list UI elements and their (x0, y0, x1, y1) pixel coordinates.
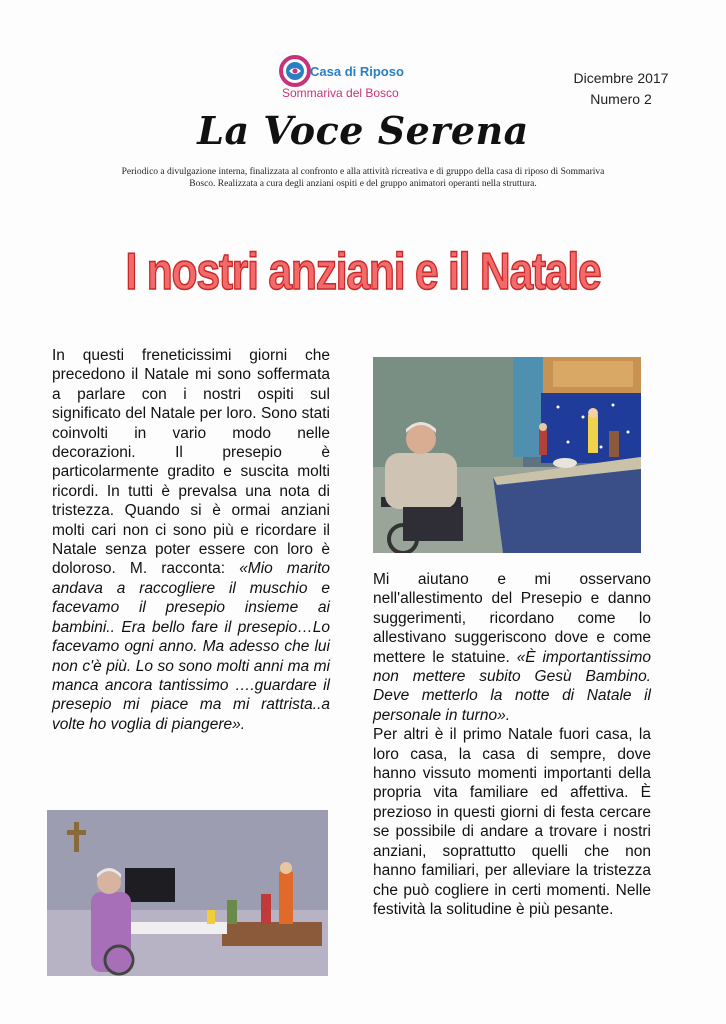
article-right-column (373, 570, 651, 919)
logo-icon (278, 54, 312, 88)
article-headline: I nostri anziani e il Natale (125, 243, 601, 301)
article-paragraph (373, 570, 651, 725)
logo-subtitle: Sommariva del Bosco (282, 86, 399, 100)
masthead-title: La Voce Serena (197, 108, 529, 153)
issue-number: Numero 2 (590, 91, 652, 107)
article-intro-text: In questi freneticissimi giorni che precedono il Natale mi sono soffermata a parlare con i nostri ospiti sul significato del Natale per loro. Sono stati coinvolti in vario modo nelle decorazioni. Il presepio è particolarmente gradito e suscita molti ricordi. In tutti è prevalsa una nota di tristezza. Quando si è ormai anziani molti cari non ci sono più e ricordare il Natale senza poter essere con loro è doloroso. M. racconta: (52, 347, 330, 578)
photo-resident-wheelchair (47, 810, 328, 976)
logo (278, 52, 428, 102)
article-quote: «È importantissimo non mettere subito Gesù Bambino. Deve metterlo la notte di Natale il personale in turno». (373, 648, 652, 724)
issue-info (558, 68, 684, 110)
photo-nativity-scene-resident (373, 357, 641, 553)
issue-date: Dicembre 2017 (573, 70, 669, 86)
article-paragraph (52, 346, 330, 734)
article-intro-text: Mi aiutano e mi osservano nell'allestimento del Presepio e danno suggerimenti, ricordano come lo allestivano suggeriscono dove e come mettere le statuine. (373, 571, 651, 666)
article-paragraph-closing: Per altri è il primo Natale fuori casa, la loro casa, la casa di sempre, dove hanno vissuto momenti importanti della propria vita familiare ed affettiva. È prezioso in questi giorni di festa cercare se possibile di andare a trovare i nostri anziani, soprattutto quelli che non hanno familiari, per alleviare la tristezza che può cogliere in certi momenti. Nelle festività la solitudine è più pesante. (373, 726, 651, 918)
photo-illustration (47, 810, 328, 976)
photo-illustration (373, 357, 641, 553)
article-left-column (52, 346, 330, 734)
masthead-subtitle: Periodico a divulgazione interna, finalizzata al confronto e alla attività ricreativa e di gruppo della casa di riposo di Sommariva Bosco. Realizzata a cura degli anziani ospiti e del gruppo animatori operanti nella struttura. (121, 167, 605, 189)
article-quote: «Mio marito andava a raccogliere il muschio e facevamo il presepio insieme ai bambini.. Era bello fare il presepio…Lo facevamo ogni anno. Ma adesso che lui non c'è più. Lo so sono molti anni ma mi manca ancora tantissimo ….guardare il presepio mi piace ma mi rattrista..a volte ho voglia di piangere». (52, 560, 330, 733)
logo-title: Casa di Riposo (310, 64, 404, 79)
